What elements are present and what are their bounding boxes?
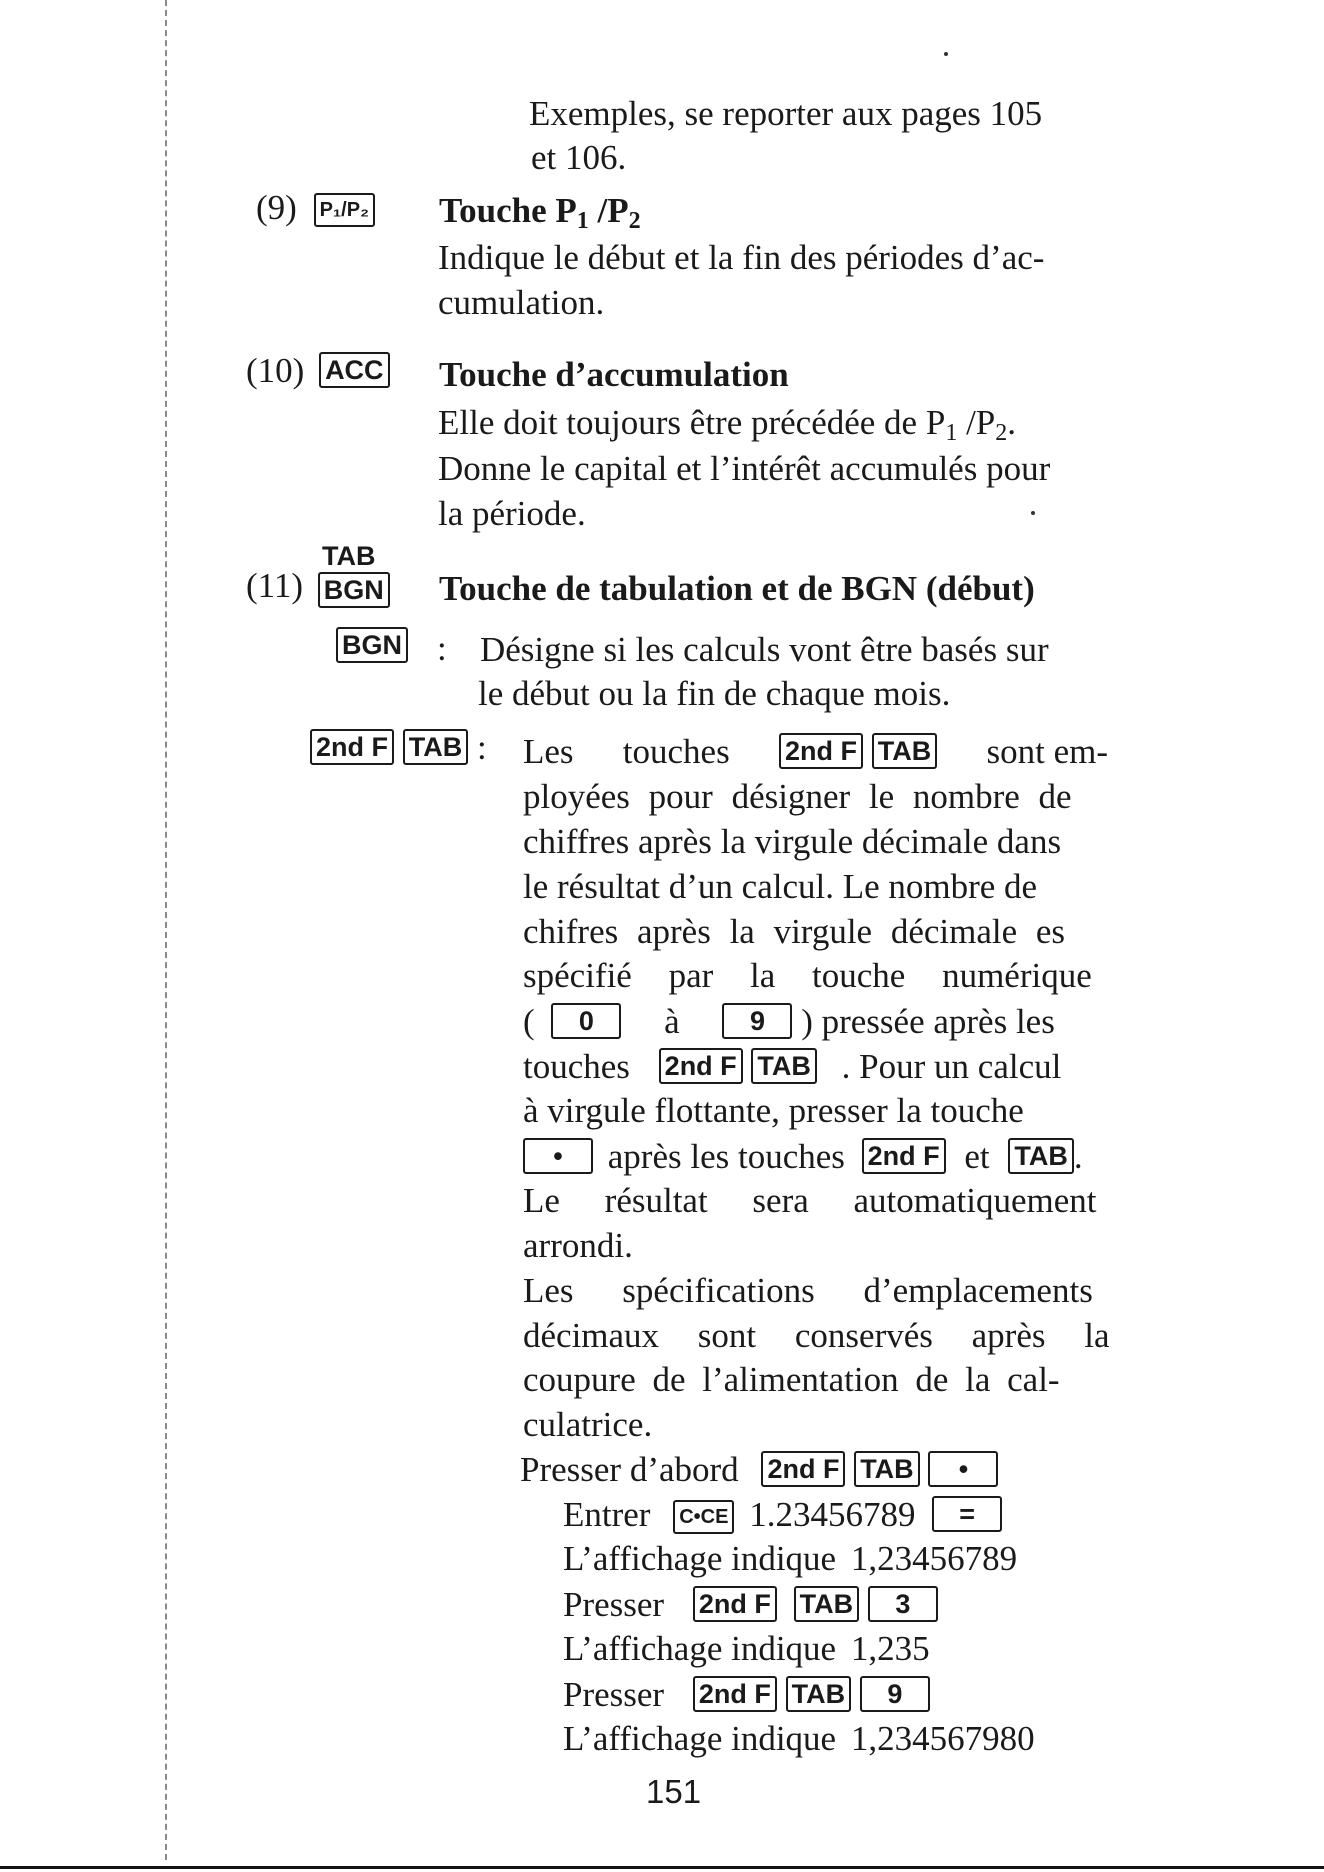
speck xyxy=(1031,511,1035,515)
item-11-number: (11) xyxy=(246,566,304,605)
example-display-2: L’affichage indique 1,235 xyxy=(563,1629,930,1668)
tab-desc-9: à virgule flottante, presser la touche xyxy=(523,1091,1024,1130)
intro-line-1: Exemples, se reporter aux pages 105 xyxy=(529,94,1043,133)
bgn-desc-2: le début ou la fin de chaque mois. xyxy=(478,674,951,713)
item-10-desc-1: Elle doit toujours être précédée de $P_1$ $/P_2$. xyxy=(438,403,1017,446)
example-enter: Entrer C•CE 1.23456789 = xyxy=(563,1496,1002,1534)
tab-desc-1: Les touches 2nd F TAB sont em- xyxy=(523,732,1108,771)
item-10-desc-2: Donne le capital et l’intérêt accumulés pour xyxy=(438,449,1051,488)
example-display-3: L’affichage indique 1,234567980 xyxy=(563,1719,1035,1758)
tab-key: TAB xyxy=(854,1451,920,1487)
tab-desc-8: touches 2nd F TAB . Pour un calcul xyxy=(523,1047,1062,1086)
equals-key: = xyxy=(932,1496,1002,1532)
tab-desc-11: Le résultat sera automatiquement xyxy=(523,1181,1097,1220)
tab-para2-3: coupure de l’alimentation de la cal- xyxy=(523,1360,1060,1399)
tab-key: TAB xyxy=(786,1676,852,1712)
2ndf-key: 2nd F xyxy=(693,1676,777,1712)
digit-3-key: 3 xyxy=(868,1586,938,1622)
tab-para2-4: culatrice. xyxy=(523,1405,653,1444)
tab-key-label: TAB xyxy=(322,541,376,571)
item-9-title: Touche $P_1$ $/P_2$ xyxy=(439,191,641,234)
tab-desc-5: chifres après la virgule décimale es xyxy=(523,912,1066,951)
item-10 xyxy=(246,352,390,388)
2ndf-key: 2nd F xyxy=(310,729,394,765)
tab-colon: : xyxy=(477,728,487,767)
page-bottom-edge xyxy=(0,1866,1324,1869)
example-press-2: Presser 2nd F TAB 9 xyxy=(563,1676,930,1712)
tab-key: TAB xyxy=(872,733,938,769)
digit-0-key: 0 xyxy=(551,1003,621,1039)
bgn-key: BGN xyxy=(318,572,390,608)
page-number: 151 xyxy=(646,1773,702,1810)
tab-subitem-keys xyxy=(310,729,487,765)
intro-line-2: et 106. xyxy=(531,138,627,177)
digit-9-key: 9 xyxy=(722,1003,792,1039)
example-press-first: Presser d’abord 2nd F TAB • xyxy=(520,1451,998,1487)
decimal-point-key: • xyxy=(928,1451,998,1487)
tab-desc-7: ( 0 à 9 ) pressée après les xyxy=(523,1002,1055,1041)
tab-desc-4: le résultat d’un calcul. Le nombre de xyxy=(523,867,1038,906)
clear-key: C•CE xyxy=(673,1500,734,1534)
item-9 xyxy=(256,190,375,227)
p1-p2-key: P₁/P₂ xyxy=(314,193,375,227)
2ndf-key: 2nd F xyxy=(659,1048,743,1084)
tab-desc-3: chiffres après la virgule décimale dans xyxy=(523,822,1062,861)
decimal-point-key: • xyxy=(523,1138,593,1174)
acc-key: ACC xyxy=(319,352,390,388)
speck xyxy=(944,52,948,56)
tab-desc-2: ployées pour désigner le nombre de xyxy=(523,777,1072,816)
item-11 xyxy=(246,568,390,608)
tab-key: TAB xyxy=(751,1048,817,1084)
tab-desc-12: arrondi. xyxy=(523,1226,633,1265)
item-9-number: (9) xyxy=(256,188,297,227)
bgn-colon: : xyxy=(437,629,447,668)
left-edge-mark xyxy=(165,0,167,1860)
digit-9-key: 9 xyxy=(860,1676,930,1712)
tab-key: TAB xyxy=(1008,1138,1074,1174)
item-10-number: (10) xyxy=(246,351,305,390)
example-display-1: L’affichage indique 1,23456789 xyxy=(563,1539,1018,1578)
item-10-desc-3: la période. xyxy=(438,494,586,533)
2ndf-key: 2nd F xyxy=(779,733,863,769)
tab-para2-2: décimaux sont conservés après la xyxy=(523,1316,1110,1355)
tab-desc-6: spécifié par la touche numérique xyxy=(523,956,1092,995)
2ndf-key: 2nd F xyxy=(693,1586,777,1622)
bgn-subitem-key xyxy=(336,627,408,663)
item-11-title: Touche de tabulation et de BGN (début) xyxy=(439,569,1035,608)
bgn-desc-1: Désigne si les calculs vont être basés sur xyxy=(480,630,1049,669)
item-9-desc-1: Indique le début et la fin des périodes d’ac- xyxy=(438,238,1045,277)
item-9-desc-2: cumulation. xyxy=(438,283,605,322)
tab-key: TAB xyxy=(794,1586,860,1622)
2ndf-key: 2nd F xyxy=(761,1451,845,1487)
example-press-1: Presser 2nd F TAB 3 xyxy=(563,1586,938,1622)
bgn-key-small: BGN xyxy=(336,627,408,663)
2ndf-key: 2nd F xyxy=(862,1138,946,1174)
item-10-title: Touche d’accumulation xyxy=(439,355,789,394)
tab-para2-1: Les spécifications d’emplacements xyxy=(523,1271,1093,1310)
tab-desc-10: • après les touches 2nd F et TAB . xyxy=(523,1138,1083,1174)
tab-key: TAB xyxy=(403,729,469,765)
